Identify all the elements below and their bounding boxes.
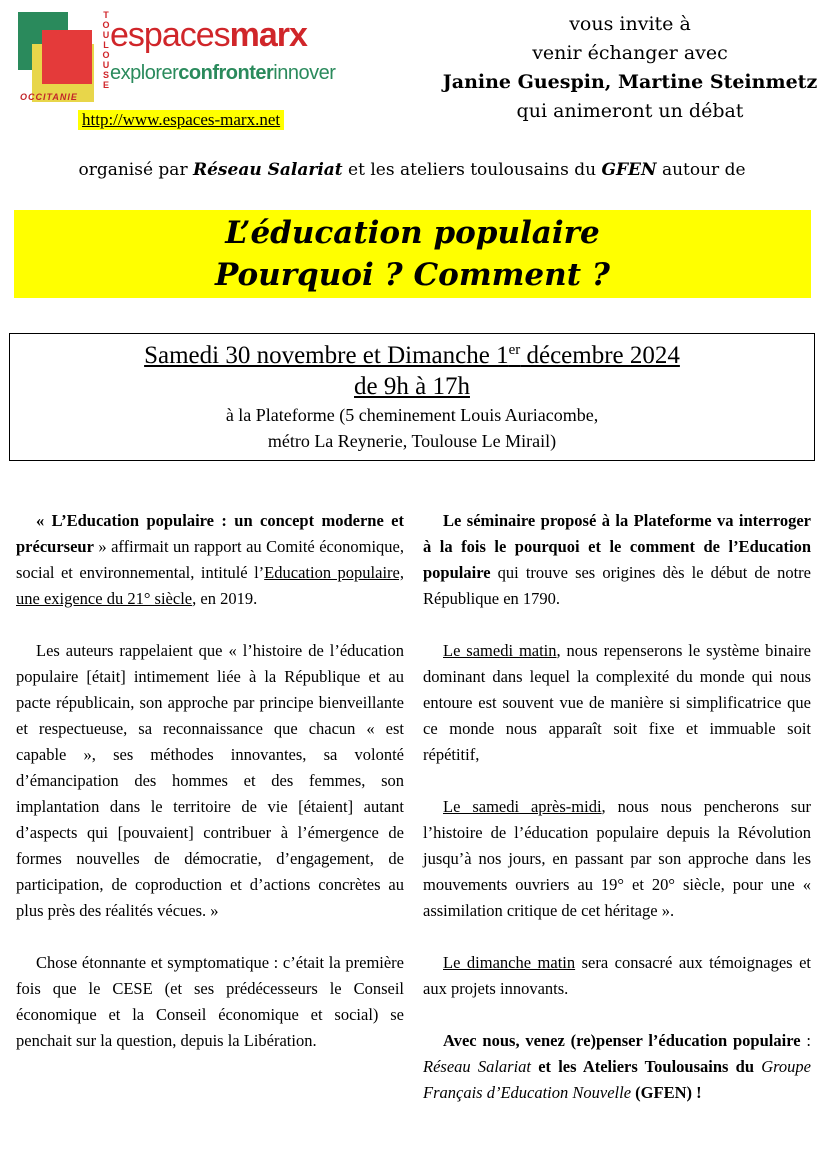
venue-line: métro La Reynerie, Toulouse Le Mirail) — [267, 431, 557, 451]
logo-letter: L — [103, 40, 109, 50]
logo-letter: S — [102, 70, 109, 80]
left-column — [16, 508, 404, 1080]
website-link[interactable]: http://www.espaces-marx.net — [78, 110, 284, 130]
invite-line: qui animeront un débat — [516, 100, 744, 122]
paragraph: Chose étonnante et symptomatique : c’était la première fois que le CESE (et ses prédécesseurs le Conseil économique et la Conseil économique et social) se penchait sur la question, depuis la Libération. — [16, 953, 404, 1050]
paragraph: Le dimanche matin sera consacré aux témoignages et aux projets innovants. — [423, 953, 811, 998]
logo-name: espacesmarx — [110, 16, 307, 54]
logo-letter: O — [102, 20, 110, 30]
logo-tagline: explorerconfronterinnover — [110, 62, 336, 84]
paragraph: Le samedi après-midi, nous nous pencherons sur l’histoire de l’éducation populaire depuis la Révolution jusqu’à nos jours, en passant par son approche dans les mouvements ouvriers au 19° et 20° siècle, pour une « assimilation critique de cet héritage ». — [423, 797, 811, 920]
paragraph: « L’Education populaire : un concept moderne et précurseur » affirmait un rapport au Comité économique, social et environnemental, intitulé l’Education populaire, une exigence du 21° siècle, en 2019. — [16, 511, 404, 608]
dates-line: Samedi 30 novembre et Dimanche 1er décembre 2024 — [144, 342, 680, 369]
paragraph: Avec nous, venez (re)penser l’éducation populaire : Réseau Salariat et les Ateliers Toulousains du Groupe Français d’Education Nouvelle (GFEN) ! — [423, 1031, 811, 1102]
title-banner — [14, 210, 811, 298]
invite-line: vous invite à — [569, 13, 691, 35]
invitation-block — [440, 10, 820, 126]
title-line: L’éducation populaire — [225, 215, 600, 251]
logo-letter: T — [103, 10, 109, 20]
hours-line: de 9h à 17h — [354, 373, 470, 400]
subtitle-line: Pourquoi ? Comment ? — [215, 257, 610, 293]
venue-line: à la Plateforme (5 cheminement Louis Auriacombe, — [225, 405, 599, 425]
speakers: Janine Guespin, Martine Steinmetz — [442, 71, 818, 93]
invite-line: venir échanger avec — [532, 42, 728, 64]
paragraph: Les auteurs rappelaient que « l’histoire de l’éducation populaire [était] intimement liée à la République et au pacte républicain, son approche par principe bienveillante et respectueuse, sa reconnaissance que chacun « est capable », ses méthodes innovantes, sa volonté d’émancipation des hommes et des femmes, son implantation dans le territoire de vie [étaient] autant d’aspects qui [pouvaient] contribuer à l’émergence de formes nouvelles de démocratie, d’engagement, de participation, de coproduction et d’actions concrètes au plus près des réalités vécues. » — [16, 641, 404, 920]
logo-region: OCCITANIE — [20, 92, 78, 102]
espaces-marx-logo — [14, 8, 354, 104]
logo-letter: O — [102, 50, 110, 60]
organisers-line: organisé par Réseau Salariat et les ateliers toulousains du GFEN autour de — [78, 160, 746, 180]
logo-letter: U — [102, 30, 110, 40]
date-box — [9, 333, 815, 461]
logo-letter: U — [102, 60, 110, 70]
paragraph: Le séminaire proposé à la Plateforme va interroger à la fois le pourquoi et le comment de l’Education populaire qui trouve ses origines dès le début de notre République en 1790. — [423, 511, 811, 608]
paragraph: Le samedi matin, nous repenserons le système binaire dominant dans lequel la complexité du monde qui nous entoure est souvent vue de manière si simplificatrice que ce monde nous apparaît soit fixe et immuable soit répétitif, — [423, 641, 811, 764]
logo-letter: E — [102, 80, 109, 90]
right-column — [423, 508, 811, 1132]
logo-red-square — [42, 30, 92, 84]
